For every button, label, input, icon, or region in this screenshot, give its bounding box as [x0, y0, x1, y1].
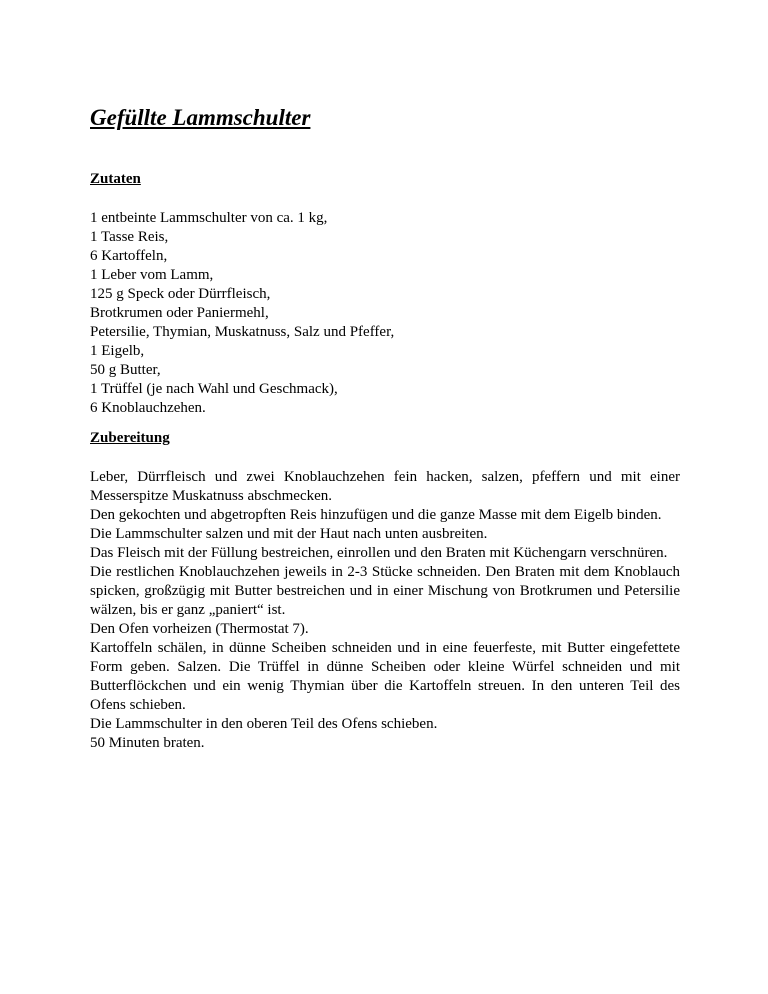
preparation-step: Die Lammschulter in den oberen Teil des Ofens schieben.: [90, 716, 438, 732]
ingredient-item: 1 Trüffel (je nach Wahl und Geschmack),: [90, 381, 338, 397]
ingredient-item: 1 Tasse Reis,: [90, 229, 169, 245]
preparation-step: 50 Minuten braten.: [90, 735, 205, 751]
preparation-heading: Zubereitung: [90, 430, 170, 446]
ingredient-item: 1 Eigelb,: [90, 343, 145, 359]
ingredient-item: 125 g Speck oder Dürrfleisch,: [90, 286, 271, 302]
preparation-step: Leber, Dürrfleisch und zwei Knoblauchzehen fein hacken, salzen, pfeffern und mit einer Messerspitze Muskatnuss abschmecken.: [90, 469, 680, 504]
ingredient-item: 6 Knoblauchzehen.: [90, 400, 206, 416]
preparation-step: Die restlichen Knoblauchzehen jeweils in 2-3 Stücke schneiden. Den Braten mit dem Knoblauch spicken, großzügig mit Butter bestreichen und in einer Mischung von Brotkrumen und Petersilie wälzen, bis er ganz „paniert“ ist.: [90, 564, 680, 618]
preparation-step: Die Lammschulter salzen und mit der Haut nach unten ausbreiten.: [90, 526, 488, 542]
ingredient-item: Brotkrumen oder Paniermehl,: [90, 305, 269, 321]
ingredient-item: 1 Leber vom Lamm,: [90, 267, 214, 283]
ingredient-item: 6 Kartoffeln,: [90, 248, 168, 264]
preparation-step: Den gekochten und abgetropften Reis hinzufügen und die ganze Masse mit dem Eigelb binden.: [90, 507, 662, 523]
ingredients-list: [90, 209, 680, 418]
ingredients-heading: Zutaten: [90, 171, 141, 187]
ingredient-item: 1 entbeinte Lammschulter von ca. 1 kg,: [90, 210, 328, 226]
ingredient-item: Petersilie, Thymian, Muskatnuss, Salz und Pfeffer,: [90, 324, 395, 340]
preparation-step: Den Ofen vorheizen (Thermostat 7).: [90, 621, 309, 637]
ingredient-item: 50 g Butter,: [90, 362, 161, 378]
preparation-steps: [90, 468, 680, 753]
recipe-title: Gefüllte Lammschulter: [90, 105, 311, 130]
preparation-step: Kartoffeln schälen, in dünne Scheiben schneiden und in eine feuerfeste, mit Butter eingefettete Form geben. Salzen. Die Trüffel in dünne Scheiben oder kleine Würfel schneiden und mit Butterflöckchen und ein wenig Thymian über die Kartoffeln streuen. In den unteren Teil des Ofens schieben.: [90, 640, 680, 713]
preparation-step: Das Fleisch mit der Füllung bestreichen, einrollen und den Braten mit Küchengarn verschnüren.: [90, 545, 668, 561]
recipe-document: [90, 104, 680, 753]
